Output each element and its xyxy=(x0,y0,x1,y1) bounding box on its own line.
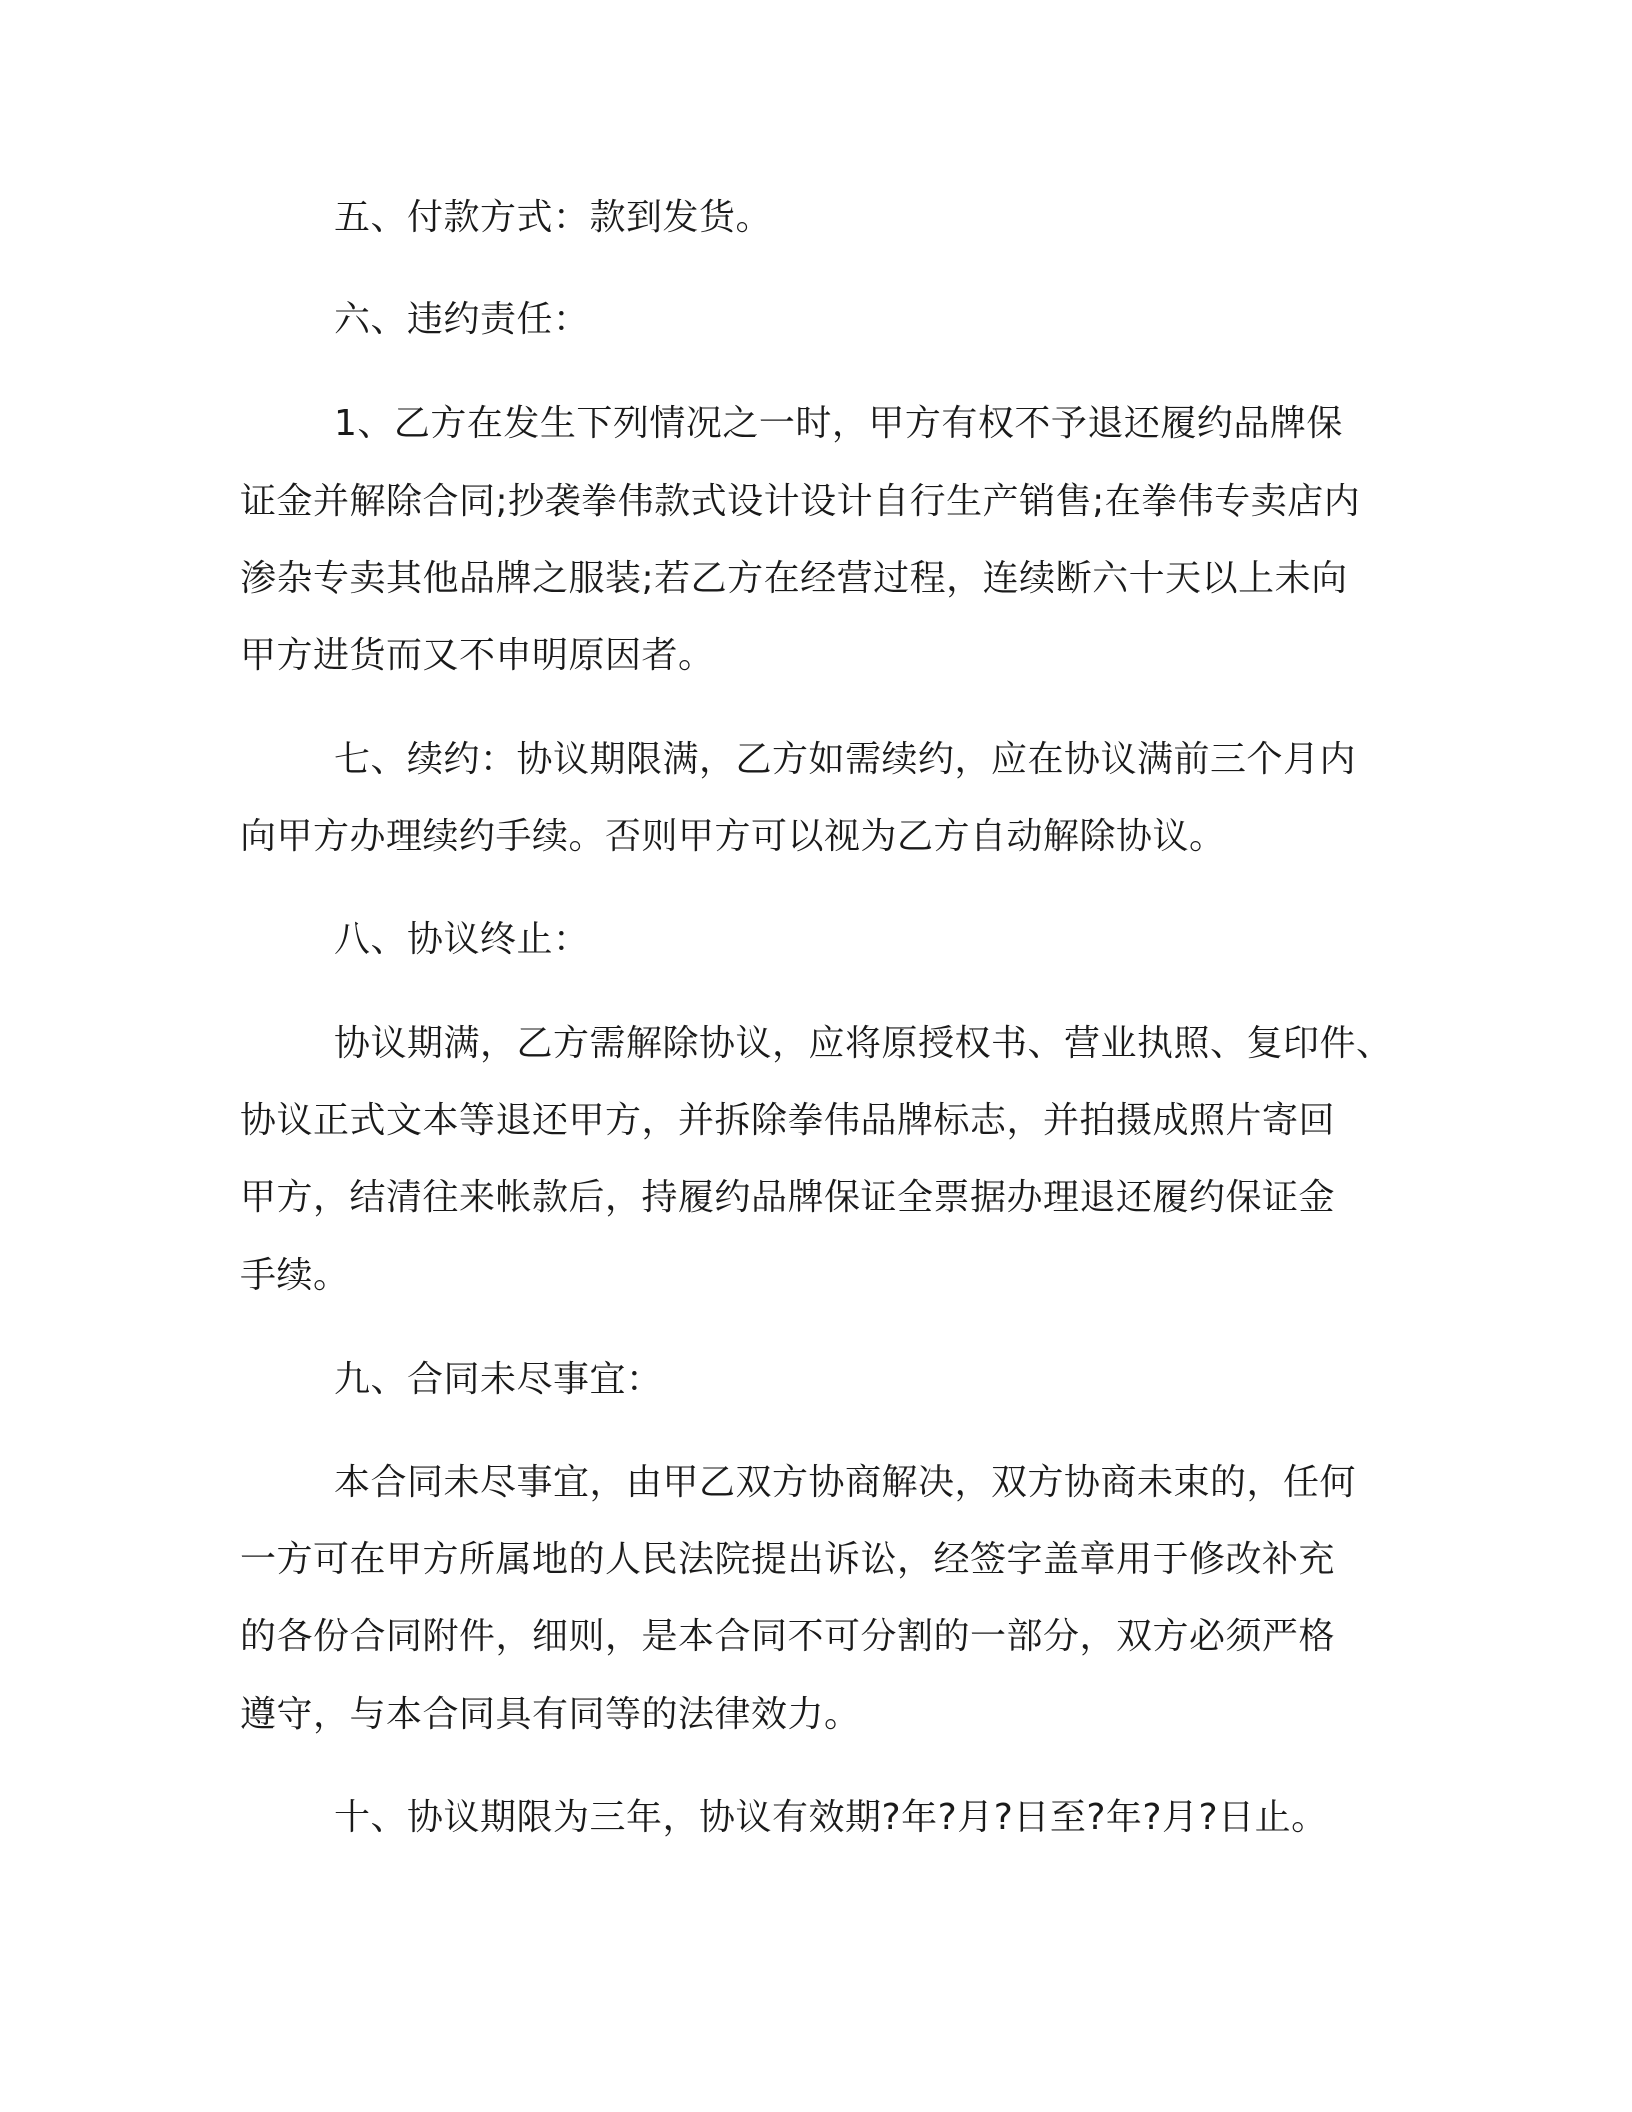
section-5-payment: 五、付款方式：款到发货。 xyxy=(334,197,773,238)
section-8-line-2: 协议正式文本等退还甲方，并拆除拳伟品牌标志，并拍摄成照片寄回 xyxy=(240,1100,1336,1141)
section-8-line-4: 手续。 xyxy=(240,1255,350,1296)
section-6-heading: 六、违约责任： xyxy=(334,299,590,340)
section-9-heading: 九、合同未尽事宜： xyxy=(334,1359,663,1400)
section-8-line-1: 协议期满，乙方需解除协议，应将原授权书、营业执照、复印件、 xyxy=(334,1023,1393,1064)
clause-6-1-line-4: 甲方进货而又不申明原因者。 xyxy=(240,635,715,676)
section-7-line-2: 向甲方办理续约手续。否则甲方可以视为乙方自动解除协议。 xyxy=(240,816,1226,857)
section-9-line-2: 一方可在甲方所属地的人民法院提出诉讼，经签字盖章用于修改补充 xyxy=(240,1539,1336,1580)
section-7-line-1: 七、续约：协议期限满，乙方如需续约，应在协议满前三个月内 xyxy=(334,739,1357,780)
section-9-line-3: 的各份合同附件，细则，是本合同不可分割的一部分，双方必须严格 xyxy=(240,1616,1336,1657)
section-9-line-1: 本合同未尽事宜，由甲乙双方协商解决，双方协商未束的，任何 xyxy=(334,1462,1357,1503)
section-8-heading: 八、协议终止： xyxy=(334,919,590,960)
clause-6-1-line-3: 渗杂专卖其他品牌之服装;若乙方在经营过程，连续断六十天以上未向 xyxy=(240,558,1348,599)
clause-6-1-line-2: 证金并解除合同;抄袭拳伟款式设计设计自行生产销售;在拳伟专卖店内 xyxy=(240,481,1361,522)
section-10-term: 十、协议期限为三年，协议有效期?年?月?日至?年?月?日止。 xyxy=(334,1797,1328,1838)
section-9-line-4: 遵守，与本合同具有同等的法律效力。 xyxy=(240,1694,861,1735)
clause-6-1-line-1: 1、乙方在发生下列情况之一时，甲方有权不予退还履约品牌保 xyxy=(334,403,1343,444)
section-8-line-3: 甲方，结清往来帐款后，持履约品牌保证全票据办理退还履约保证金 xyxy=(240,1177,1336,1218)
